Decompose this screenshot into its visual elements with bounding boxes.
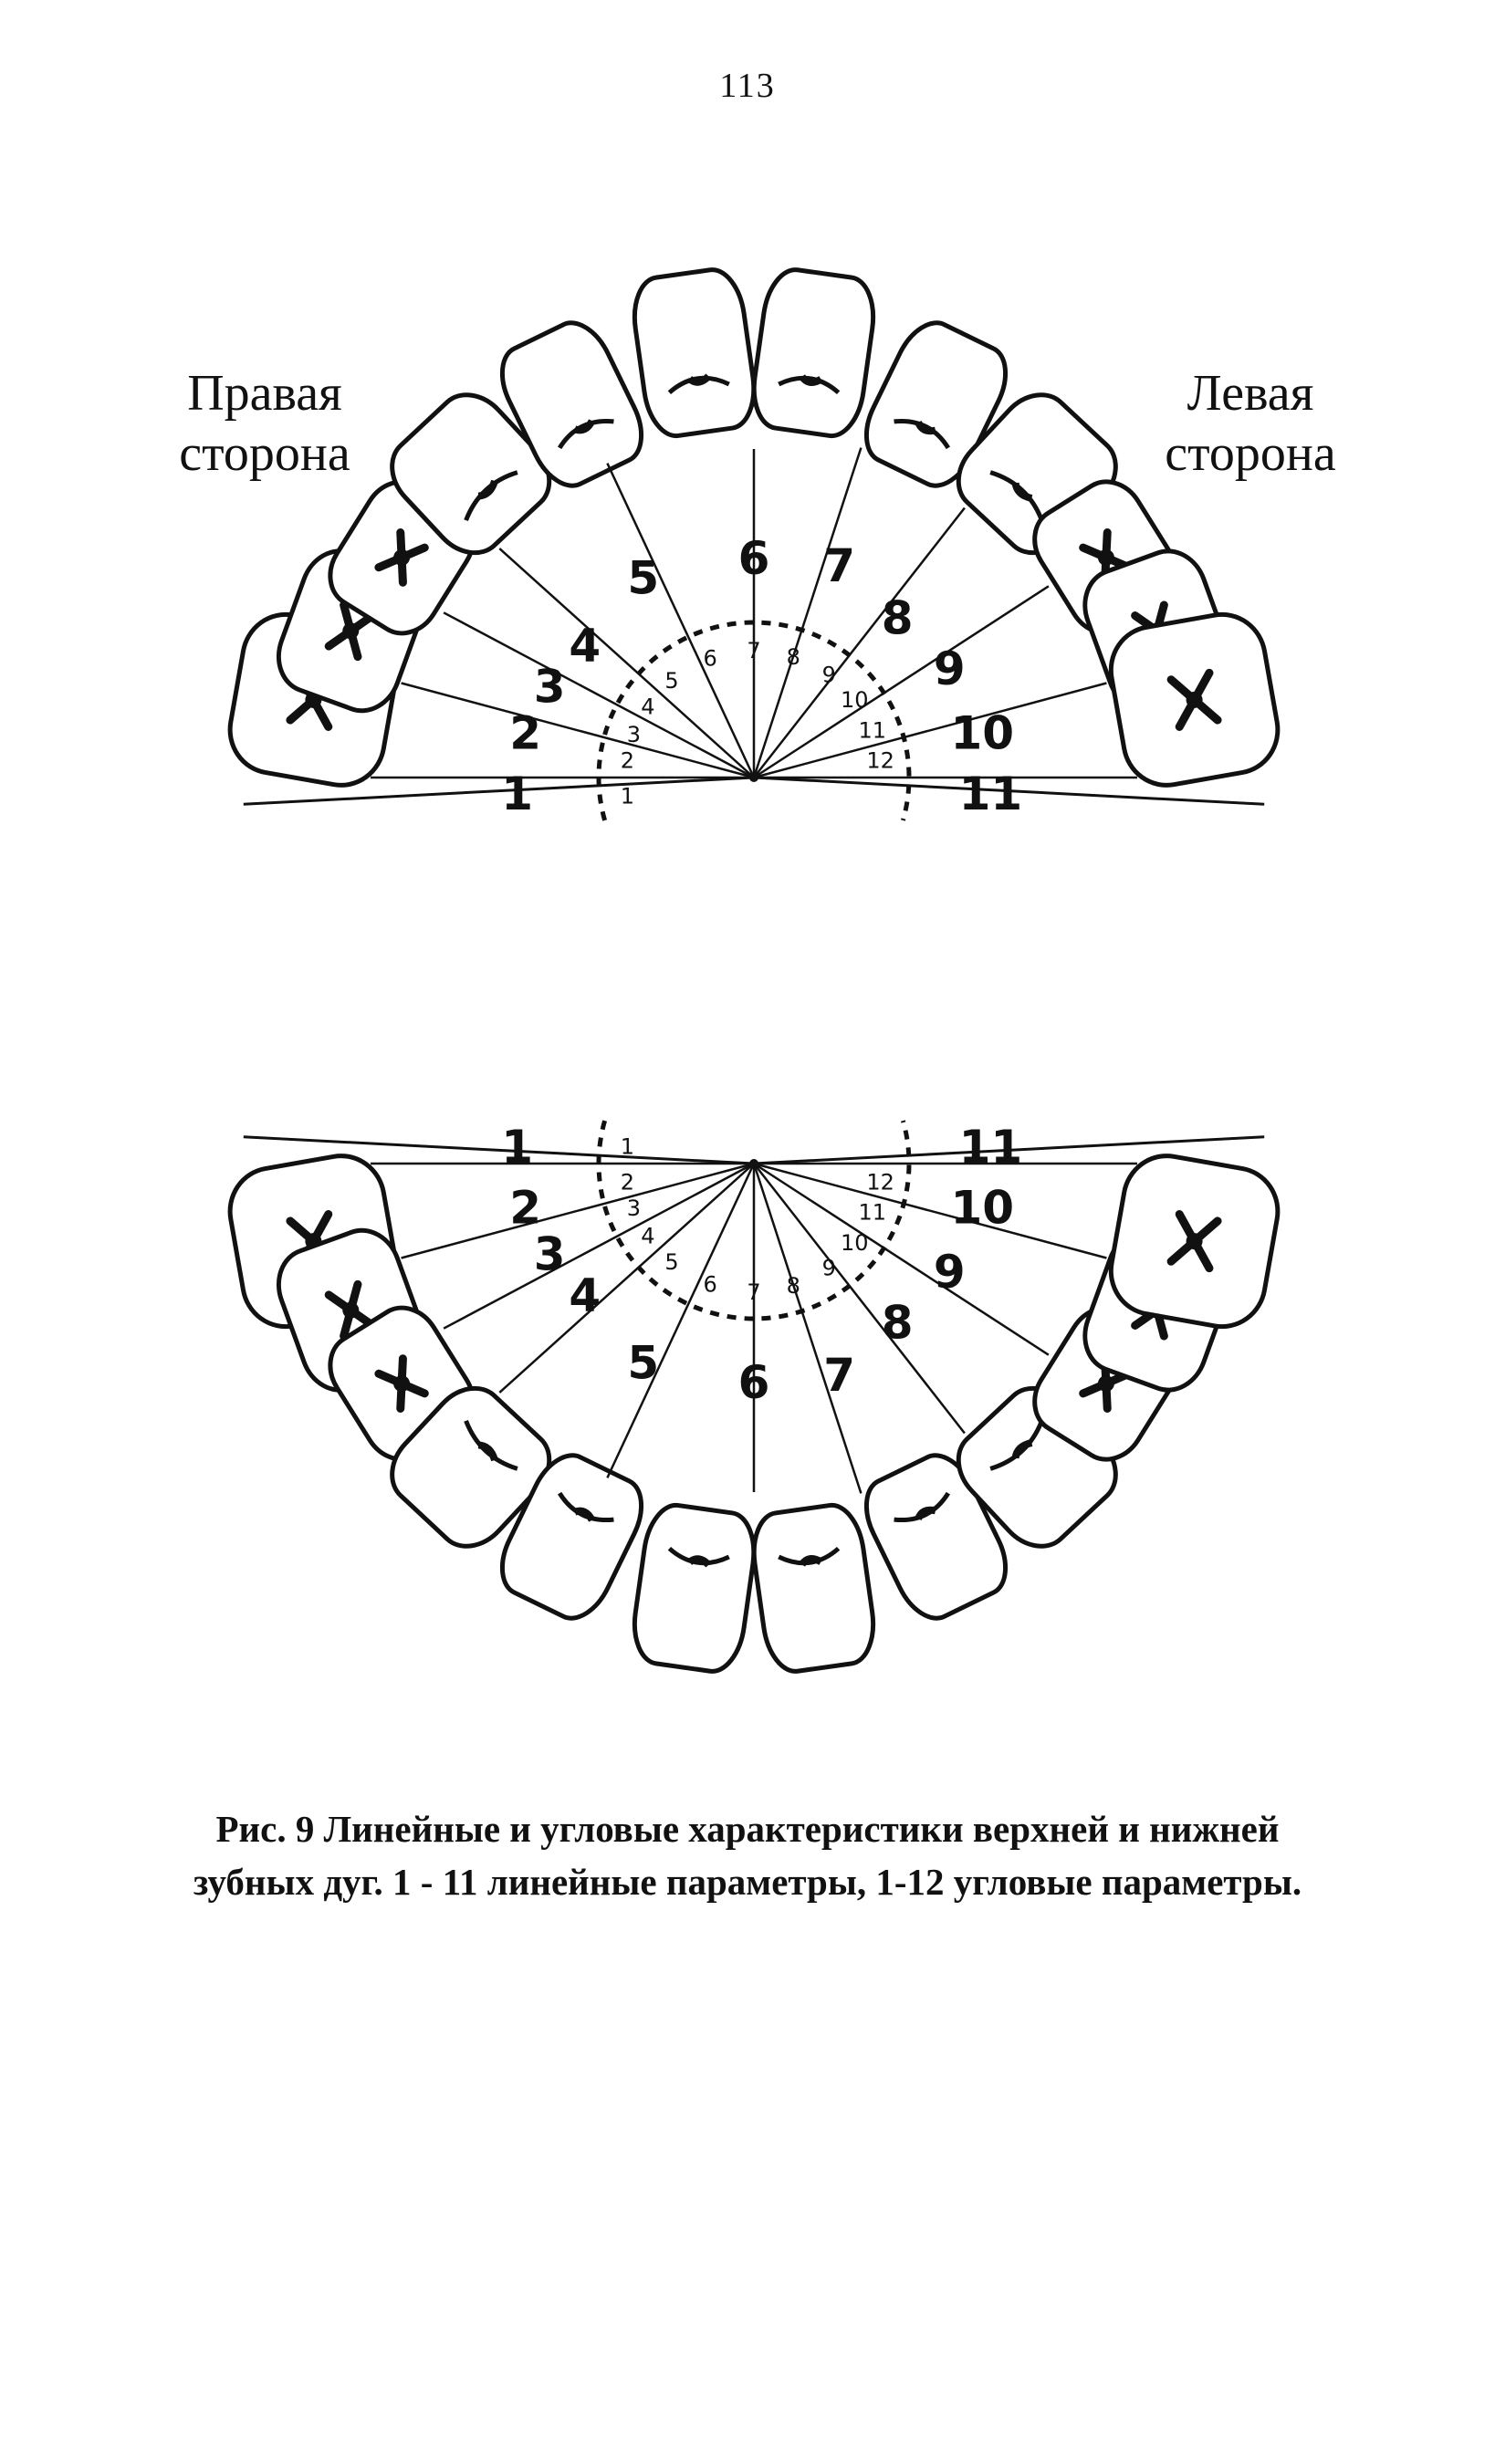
left-side-label-line2: сторона — [1165, 425, 1336, 482]
upper-linear-label-1: 1 — [501, 767, 533, 821]
upper-angular-label-9: 9 — [821, 662, 836, 688]
lower-linear-label-2: 2 — [509, 1181, 542, 1235]
lower-angular-label-10: 10 — [841, 1230, 869, 1257]
lower-linear-label-11: 11 — [958, 1120, 1023, 1174]
left-side-label-line1: Левая — [1187, 365, 1314, 422]
lower-angular-label-6: 6 — [703, 1271, 717, 1298]
upper-angular-label-6: 6 — [703, 645, 717, 672]
page-number: 113 — [719, 67, 776, 105]
upper-angular-label-11: 11 — [858, 717, 887, 744]
upper-dental-arch — [223, 266, 1284, 820]
figure-caption — [110, 1802, 1385, 1908]
upper-linear-label-7: 7 — [823, 539, 856, 593]
upper-angular-label-4: 4 — [641, 694, 655, 720]
lower-linear-label-10: 10 — [950, 1181, 1015, 1235]
lower-tooth-7 — [748, 1501, 879, 1675]
lower-angular-label-2: 2 — [620, 1169, 635, 1195]
lower-linear-line-7 — [754, 1164, 861, 1493]
upper-linear-label-11: 11 — [958, 767, 1023, 821]
lower-angular-label-1: 1 — [620, 1133, 635, 1160]
lower-angular-label-9: 9 — [821, 1255, 836, 1281]
upper-angular-label-12: 12 — [866, 747, 894, 774]
lower-linear-label-8: 8 — [881, 1296, 914, 1350]
lower-dental-arch — [223, 1121, 1284, 1675]
lower-center-point — [749, 1159, 758, 1168]
lower-angular-label-11: 11 — [858, 1199, 887, 1226]
lower-linear-label-1: 1 — [501, 1120, 533, 1174]
lower-angular-label-4: 4 — [641, 1223, 655, 1249]
upper-angular-label-5: 5 — [664, 667, 679, 694]
upper-linear-label-5: 5 — [627, 551, 660, 605]
lower-angular-label-8: 8 — [786, 1273, 800, 1300]
lower-angular-label-12: 12 — [866, 1169, 894, 1195]
upper-linear-line-10 — [754, 684, 1106, 778]
upper-angular-label-1: 1 — [620, 783, 635, 809]
lower-tooth-6 — [629, 1501, 759, 1675]
upper-angular-label-7: 7 — [747, 638, 761, 663]
lower-tooth-12 — [1104, 1149, 1285, 1333]
upper-linear-label-4: 4 — [569, 619, 601, 673]
right-side-label-line2: сторона — [179, 425, 350, 482]
upper-linear-label-9: 9 — [933, 642, 966, 696]
caption-line-2: зубных дуг. 1 - 11 линейные параметры, 1-12 угловые параметры. — [193, 1861, 1302, 1903]
upper-angular-label-8: 8 — [786, 643, 800, 670]
upper-linear-label-8: 8 — [881, 591, 914, 645]
lower-linear-label-9: 9 — [933, 1245, 966, 1299]
upper-linear-label-3: 3 — [533, 660, 566, 714]
upper-center-point — [749, 773, 758, 782]
upper-linear-label-2: 2 — [509, 706, 542, 760]
right-side-label-line1: Правая — [187, 365, 342, 422]
lower-linear-label-4: 4 — [569, 1269, 601, 1322]
upper-linear-label-10: 10 — [950, 706, 1015, 760]
upper-linear-line-7 — [754, 448, 861, 778]
lower-angular-label-7: 7 — [747, 1279, 761, 1305]
upper-tooth-12 — [1104, 608, 1285, 792]
upper-tooth-7 — [748, 266, 879, 440]
upper-tooth-6 — [629, 266, 759, 440]
lower-linear-label-5: 5 — [627, 1336, 660, 1390]
lower-linear-label-6: 6 — [737, 1356, 770, 1409]
upper-angular-label-3: 3 — [626, 722, 642, 748]
lower-linear-line-10 — [754, 1164, 1106, 1258]
lower-angular-label-5: 5 — [664, 1249, 679, 1276]
lower-angular-label-3: 3 — [626, 1195, 642, 1221]
lower-linear-label-7: 7 — [823, 1348, 856, 1402]
lower-linear-label-3: 3 — [533, 1227, 566, 1281]
caption-line-1: Рис. 9 Линейные и угловые характеристики верхней и нижней — [215, 1808, 1280, 1850]
upper-linear-label-6: 6 — [737, 532, 770, 585]
upper-angular-label-10: 10 — [841, 686, 869, 713]
upper-angular-label-2: 2 — [620, 747, 635, 774]
